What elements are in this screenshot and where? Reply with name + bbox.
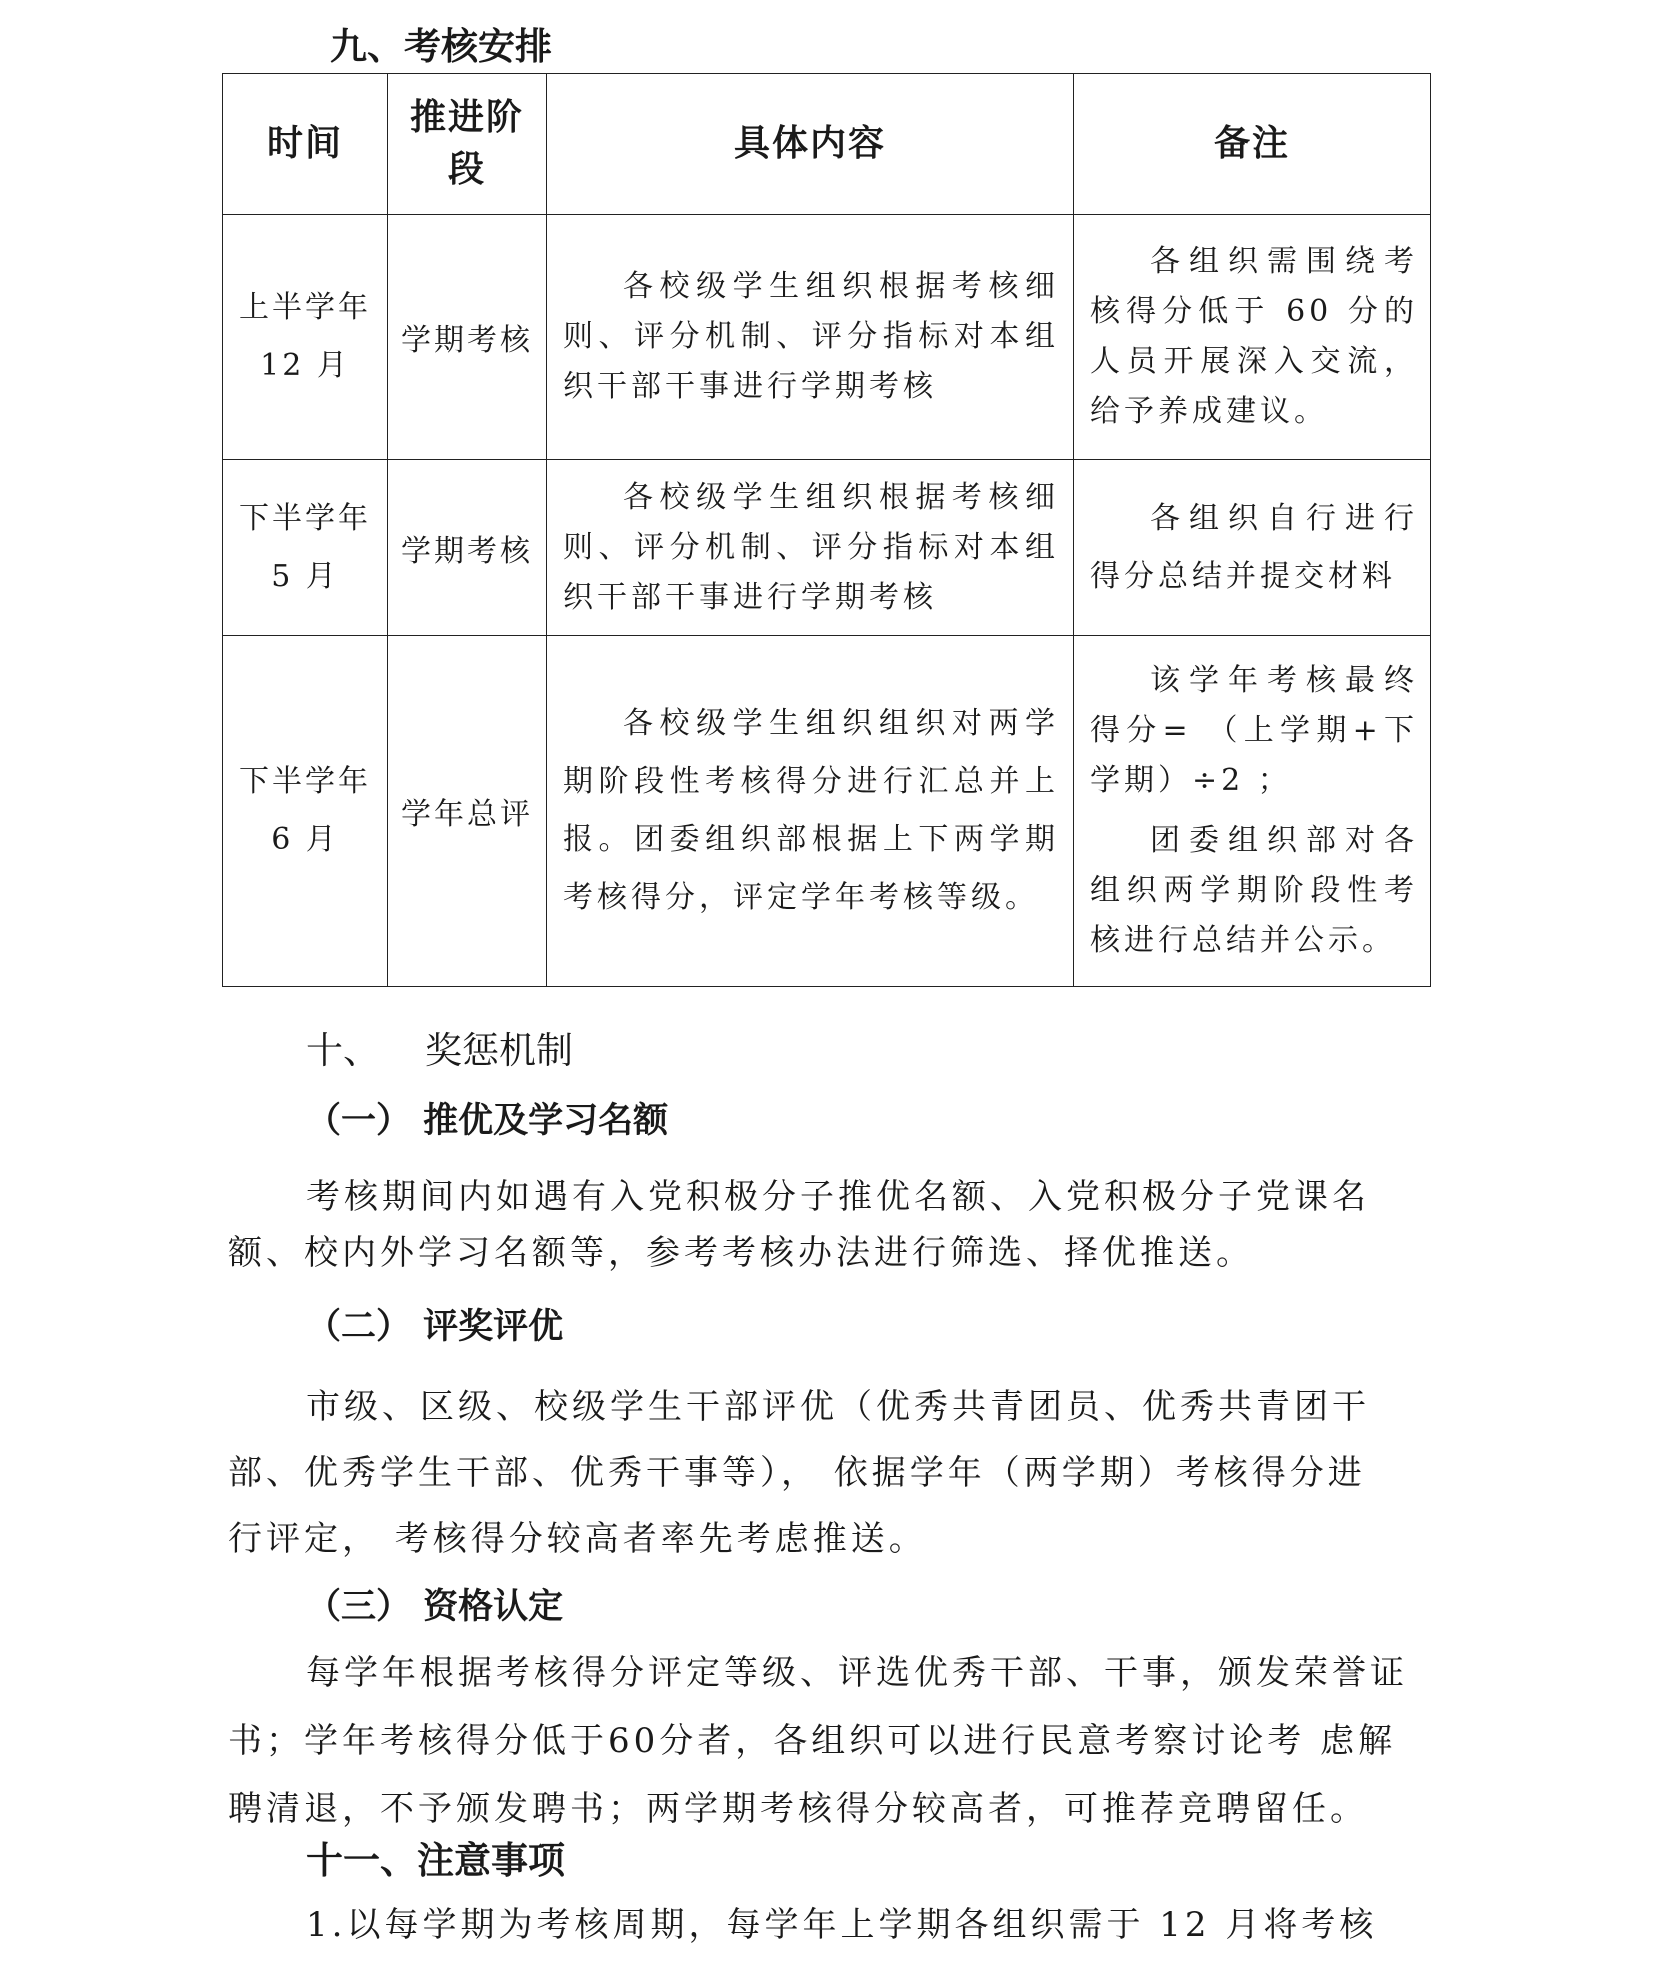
paragraph-line: 每学年根据考核得分评定等级、评选优秀干部、干事，颁发荣誉证 — [306, 1653, 1408, 1693]
time-line-1: 上半学年 — [239, 290, 371, 325]
content-cell — [547, 636, 1074, 987]
content-text: 各校级学生组织根据考核细则、评分机制、评分指标对本组织干部干事进行学期考核 — [563, 269, 1059, 404]
table-header-row — [223, 74, 1431, 215]
subsection-3-title: （三） 资格认定 — [306, 1587, 564, 1627]
time-line-2: 12 月 — [260, 348, 350, 383]
header-content: 具体内容 — [547, 74, 1074, 215]
table-row — [223, 215, 1431, 460]
paragraph-line: 考核期间内如遇有入党积极分子推优名额、入党积极分子党课名 — [306, 1177, 1370, 1217]
paragraph-line: 书；学年考核得分低于60分者，各组织可以进行民意考察讨论考 虑解 — [228, 1721, 1397, 1761]
time-line-1: 下半学年 — [239, 764, 371, 799]
paragraph-line: 1.以每学期为考核周期，每学年上学期各组织需于 12 月将考核 — [306, 1905, 1378, 1945]
time-cell — [223, 460, 388, 636]
time-cell — [223, 215, 388, 460]
stage-cell: 学年总评 — [388, 636, 547, 987]
note-cell — [1074, 460, 1431, 636]
table-row — [223, 636, 1431, 987]
time-cell — [223, 636, 388, 987]
subsection-1-title: （一） 推优及学习名额 — [306, 1101, 669, 1141]
stage-cell: 学期考核 — [388, 460, 547, 636]
note-cell — [1074, 636, 1431, 987]
note-text: 各组织自行进行得分总结并提交材料 — [1090, 500, 1418, 594]
header-note: 备注 — [1074, 74, 1431, 215]
section-11-title: 十一、注意事项 — [306, 1839, 565, 1882]
paragraph-line: 市级、区级、校级学生干部评优（优秀共青团员、优秀共青团干 — [306, 1387, 1370, 1427]
time-line-2: 5 月 — [271, 558, 339, 594]
paragraph-line: 聘清退，不予颁发聘书；两学期考核得分较高者，可推荐竞聘留任。 — [228, 1789, 1368, 1829]
header-stage: 推进阶段 — [388, 74, 547, 215]
section-10-title: 奖惩机制 — [425, 1029, 573, 1072]
content-text: 各校级学生组织根据考核细则、评分机制、评分指标对本组织干部干事进行学期考核 — [563, 479, 1059, 615]
paragraph-line: 部、优秀学生干部、优秀干事等）， 依据学年（两学期）考核得分进 — [228, 1453, 1366, 1493]
note-cell — [1074, 215, 1431, 460]
schedule-table — [222, 73, 1431, 987]
section-9-title: 九、考核安排 — [330, 25, 552, 68]
paragraph-line: 行评定， 考核得分较高者率先考虑推送。 — [228, 1519, 927, 1559]
header-time: 时间 — [223, 74, 388, 215]
note-text: 各组织需围绕考核得分低于 60 分的人员开展深入交流， 给予养成建议。 — [1090, 244, 1418, 429]
content-cell — [547, 215, 1074, 460]
table-row — [223, 460, 1431, 636]
time-line-2: 6 月 — [271, 822, 339, 857]
content-text: 各校级学生组织组织对两学期阶段性考核得分进行汇总并上报。团委组织部根据上下两学期考核得分，评定学年考核等级。 — [563, 706, 1059, 915]
time-line-1: 下半学年 — [239, 500, 371, 536]
note-text: 该学年考核最终得分= （上学期+下学期）÷2 ； — [1090, 663, 1418, 798]
content-cell — [547, 460, 1074, 636]
paragraph-line: 额、校内外学习名额等，参考考核办法进行筛选、择优推送。 — [228, 1233, 1254, 1273]
stage-cell: 学期考核 — [388, 215, 547, 460]
note-text-2: 团委组织部对各组织两学期阶段性考核进行总结并公示。 — [1090, 823, 1418, 958]
subsection-2-title: （二） 评奖评优 — [306, 1307, 564, 1347]
section-10-number: 十、 — [306, 1029, 380, 1072]
